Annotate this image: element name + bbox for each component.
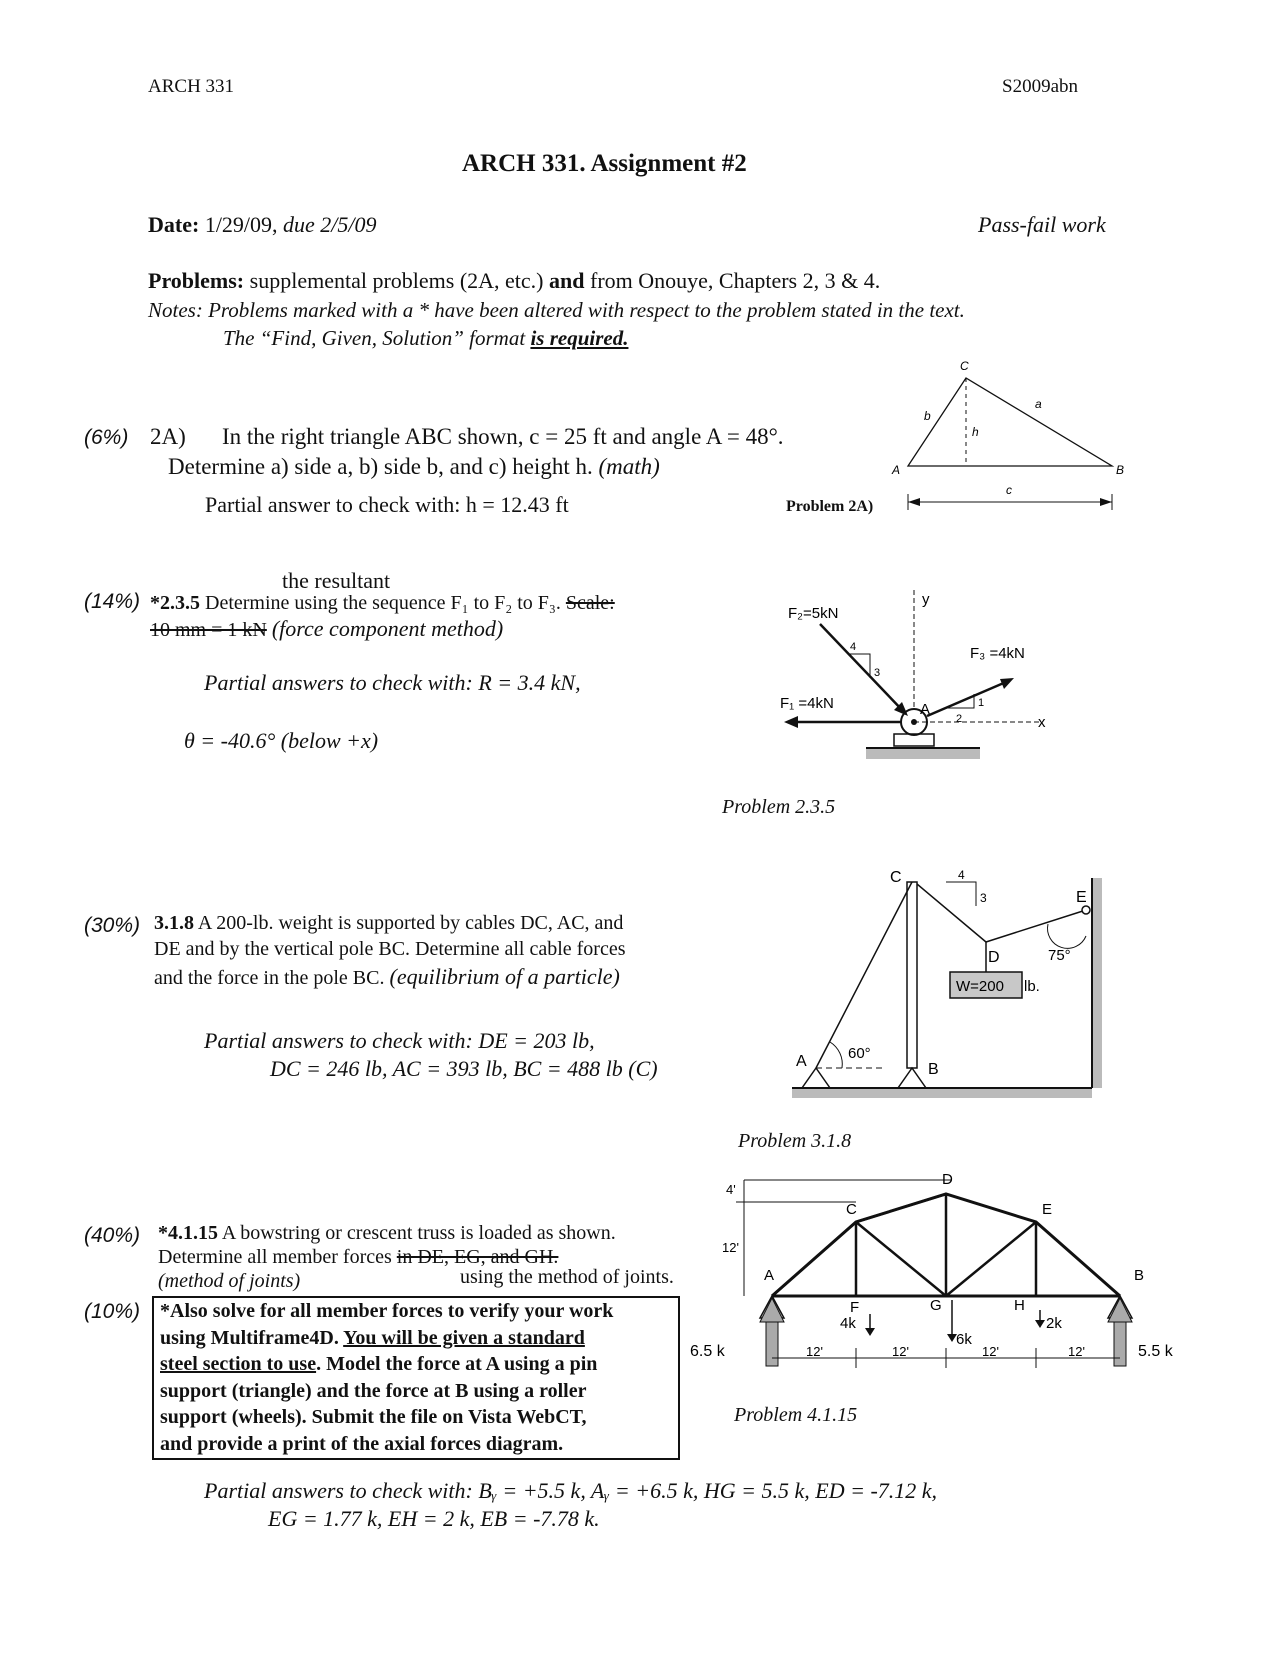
label-C: C xyxy=(890,869,902,886)
p2a-percent: (6%) xyxy=(84,426,129,449)
force-figure xyxy=(770,590,1070,790)
label-75: 75° xyxy=(1048,947,1071,964)
p4115-line1 xyxy=(158,1222,616,1245)
label-h12: 12' xyxy=(722,1240,739,1255)
label-A: A xyxy=(920,701,931,718)
label-C: C xyxy=(960,359,969,373)
date-label: Date: xyxy=(148,212,200,237)
p318-number: 3.1.8 xyxy=(154,912,194,934)
pin-center xyxy=(911,719,917,725)
pole-BC xyxy=(907,882,917,1068)
label-span3: 12' xyxy=(982,1344,999,1359)
p4115-text2: Determine all member forces xyxy=(158,1246,392,1268)
p235-text: Determine using the sequence F₁ to F₂ to F₃. xyxy=(205,592,561,614)
p235-handwritten: the resultant xyxy=(282,568,391,593)
label-B: B xyxy=(928,1061,939,1078)
notes-text1: Problems marked with a * have been altered with respect to the problem stated in the text. xyxy=(208,298,965,322)
p318-line2: DE and by the vertical pole BC. Determine all cable forces xyxy=(154,938,626,960)
slope-DC-run: 4 xyxy=(958,868,965,882)
slope-DC-rise: 3 xyxy=(980,891,987,905)
p2a-line2-text: Determine a) side a, b) side b, and c) height h. xyxy=(168,454,593,479)
triangle-figure xyxy=(880,356,1130,516)
label-F: F xyxy=(850,1299,860,1316)
page-title: ARCH 331. Assignment #2 xyxy=(462,150,747,177)
label-F3: F₃ =4kN xyxy=(970,645,1025,662)
problems-and: and xyxy=(549,268,585,293)
cable-DE xyxy=(986,910,1086,942)
notes-line1 xyxy=(148,298,965,323)
label-A: A xyxy=(796,1053,807,1070)
p235-line2 xyxy=(150,616,503,642)
label-D: D xyxy=(942,1171,953,1188)
label-60: 60° xyxy=(848,1045,871,1062)
due-date: due 2/5/09 xyxy=(283,212,377,237)
ground-hatch xyxy=(866,749,980,759)
slope-F3-rise: 1 xyxy=(978,697,985,709)
reaction-A-arrow xyxy=(766,1322,778,1366)
p235-struck1: Scale: xyxy=(565,592,615,614)
label-A: A xyxy=(764,1267,775,1284)
label-RB: 5.5 k xyxy=(1138,1343,1173,1360)
label-4k: 4k xyxy=(840,1315,856,1332)
notes-required: is required. xyxy=(530,326,629,350)
p10-line6: and provide a print of the axial forces diagram. xyxy=(160,1432,564,1455)
p4115-struck: in DE, EG, and GH. xyxy=(396,1246,559,1268)
notes-text2: The “Find, Given, Solution” format xyxy=(223,326,526,350)
support-A xyxy=(802,1068,830,1088)
label-weight: W=200 xyxy=(956,978,1004,995)
p318-line3 xyxy=(154,964,620,990)
label-A: A xyxy=(892,463,901,477)
triangle-shape xyxy=(908,378,1112,466)
load-4k-head xyxy=(865,1328,875,1336)
header-course: ARCH 331 xyxy=(148,76,235,97)
label-a: a xyxy=(1035,397,1042,411)
slope-DC xyxy=(946,882,976,906)
p318-tag: (equilibrium of a particle) xyxy=(389,964,620,989)
p235-number: *2.3.5 xyxy=(150,592,200,614)
problems-label: Problems: xyxy=(148,268,245,293)
ground-hatch xyxy=(792,1089,1092,1098)
label-RA: 6.5 k xyxy=(690,1343,725,1360)
p318-partial2: DC = 246 lb, AC = 393 lb, BC = 488 lb (C) xyxy=(270,1056,658,1081)
p10-line2b: You will be given a standard xyxy=(343,1326,585,1349)
label-h: h xyxy=(972,425,979,439)
label-c: c xyxy=(1006,483,1012,497)
p10-line2a: using Multiframe4D. xyxy=(160,1326,339,1349)
label-E: E xyxy=(1042,1201,1053,1218)
label-weight-unit: lb. xyxy=(1024,978,1040,995)
p318-text3: and the force in the pole BC. xyxy=(154,967,385,989)
label-6k: 6k xyxy=(956,1331,972,1348)
p4115-text1: A bowstring or crescent truss is loaded as shown. xyxy=(221,1222,616,1244)
p2a-partial: Partial answer to check with: h = 12.43 ft xyxy=(205,492,569,517)
date-value: 1/29/09, xyxy=(204,212,278,237)
p318-partial1: Partial answers to check with: DE = 203 lb, xyxy=(204,1028,595,1053)
load-2k-head xyxy=(1035,1320,1045,1328)
p10-line3b: . Model the force at A using a pin xyxy=(316,1353,598,1375)
angle-60-arc xyxy=(830,1042,842,1068)
header-code: S2009abn xyxy=(1002,76,1078,97)
member-CD xyxy=(856,1194,946,1222)
p10-line1: *Also solve for all member forces to verify your work xyxy=(160,1300,614,1322)
p318-percent: (30%) xyxy=(84,914,141,937)
label-span1: 12' xyxy=(806,1344,823,1359)
label-span4: 12' xyxy=(1068,1344,1085,1359)
p10-line3a: steel section to use xyxy=(160,1353,317,1375)
p4115-percent: (40%) xyxy=(84,1224,141,1247)
truss-figure xyxy=(690,1171,1176,1390)
label-b: b xyxy=(924,409,931,423)
angle-75-arc xyxy=(1048,924,1086,948)
label-F2: F₂=5kN xyxy=(788,605,839,622)
support-B xyxy=(898,1068,926,1088)
p235-partial2: θ = -40.6° (below +x) xyxy=(184,728,379,753)
wall-hatch xyxy=(1093,878,1102,1088)
p2a-line1: In the right triangle ABC shown, c = 25 ft and angle A = 48°. xyxy=(222,424,784,449)
label-2k: 2k xyxy=(1046,1315,1062,1332)
p2a-tag: (math) xyxy=(598,454,660,479)
p318-text1: A 200-lb. weight is supported by cables DC, AC, and xyxy=(197,912,624,934)
label-span2: 12' xyxy=(892,1344,909,1359)
slope-F2-run: 4 xyxy=(850,641,857,653)
label-H: H xyxy=(1014,1297,1025,1314)
p10-line5: support (wheels). Submit the file on Vista WebCT, xyxy=(160,1406,587,1428)
p235-struck2: 10 mm = 1 kN xyxy=(150,619,267,641)
problems-text1: supplemental problems (2A, etc.) xyxy=(249,268,544,293)
dim-arrow-left xyxy=(908,498,920,506)
p2a-line2 xyxy=(168,454,660,480)
p235-tag: (force component method) xyxy=(271,616,504,641)
cable-AC xyxy=(816,882,912,1068)
slope-F3-run: 2 xyxy=(956,713,963,725)
arrow-F3 xyxy=(1000,678,1014,689)
p235-percent: (14%) xyxy=(84,590,141,613)
p4115-handwritten: using the method of joints. xyxy=(460,1266,674,1288)
p2a-caption: Problem 2A) xyxy=(786,498,874,515)
problems-text2: from Onouye, Chapters 2, 3 & 4. xyxy=(590,268,881,293)
slope-F2-rise: 3 xyxy=(874,667,881,679)
multiframe-box xyxy=(152,1296,680,1460)
label-x: x xyxy=(1038,714,1046,731)
label-G: G xyxy=(930,1297,942,1314)
force-F3 xyxy=(927,682,1006,716)
p318-line1 xyxy=(154,912,623,935)
p10-line2 xyxy=(160,1325,672,1352)
label-B: B xyxy=(1116,463,1125,477)
final-partial2: EG = 1.77 k, EH = 2 k, EB = -7.78 k. xyxy=(268,1506,600,1531)
label-D: D xyxy=(988,949,1000,966)
p10-line3 xyxy=(160,1351,672,1378)
arrow-F1 xyxy=(784,716,798,728)
member-AC xyxy=(772,1222,856,1296)
pole-figure xyxy=(786,870,1116,1100)
notes-line2 xyxy=(223,326,628,351)
p10-percent: (10%) xyxy=(84,1300,141,1323)
dim-arrow-right xyxy=(1100,498,1112,506)
p318-caption: Problem 3.1.8 xyxy=(738,1130,852,1152)
p235-caption: Problem 2.3.5 xyxy=(722,796,836,818)
p2a-number: 2A) xyxy=(150,424,186,449)
label-C: C xyxy=(846,1201,857,1218)
p10-line4: support (triangle) and the force at B using a roller xyxy=(160,1379,587,1402)
reaction-B-arrow xyxy=(1114,1322,1126,1366)
p235-line1 xyxy=(150,592,615,615)
pass-fail: Pass-fail work xyxy=(978,212,1106,237)
label-h4: 4' xyxy=(726,1182,736,1197)
pin-E xyxy=(1082,906,1090,914)
problems-line xyxy=(148,268,880,294)
member-GE xyxy=(946,1222,1036,1296)
final-partial1: Partial answers to check with: Bᵧ = +5.5 k, Aᵧ = +6.5 k, HG = 5.5 k, ED = -7.12 k, xyxy=(204,1478,938,1503)
p235-partial1: Partial answers to check with: R = 3.4 kN, xyxy=(204,670,581,695)
label-E: E xyxy=(1076,889,1087,906)
notes-label: Notes: xyxy=(148,298,203,322)
date-line xyxy=(148,212,377,238)
label-y: y xyxy=(922,591,930,608)
p4115-caption: Problem 4.1.15 xyxy=(734,1404,858,1426)
p4115-number: *4.1.15 xyxy=(158,1222,218,1244)
label-F1: F₁ =4kN xyxy=(780,695,834,712)
p4115-method: (method of joints) xyxy=(158,1270,301,1292)
label-B: B xyxy=(1134,1267,1145,1284)
member-CG xyxy=(856,1222,946,1296)
